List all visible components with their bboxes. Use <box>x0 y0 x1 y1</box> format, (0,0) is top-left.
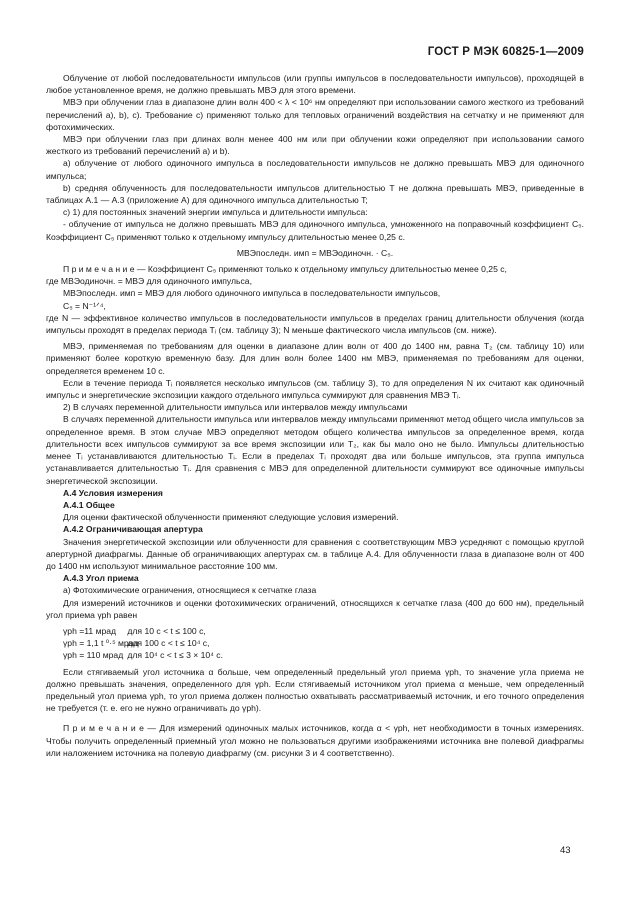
definition: где МВЭодиночн. = МВЭ для одиночного импульса, <box>46 276 252 287</box>
formula-lhs: γph = 110 мрад <box>63 650 124 661</box>
paragraph: - облучение от импульса не должно превышать МВЭ для одиночного импульса, умноженного на поправочный коэффициент C₅. Коэффициент C₅ применяют только к отдельному импульсу длительностью менее 0,25 с. <box>46 219 584 242</box>
formula-line <box>46 625 584 637</box>
formula-rhs: для 100 с < t ≤ 10⁴ с, <box>127 638 210 649</box>
formula-rhs: для 10 с < t ≤ 100 с, <box>127 625 206 636</box>
page-number: 43 <box>560 845 571 856</box>
list-item: b) средняя облученность для последовательности импульсов длительностью T не должна превышать МВЭ, приведенные в таблицах А.1 — А.3 (приложение А) для одиночного импульса длительностью T; <box>46 182 584 206</box>
paragraph: Значения энергетической экспозиции или облученности для сравнения с соответствующим МВЭ усредняют с помощью круглой апертурной диафрагмы. Данные об ограничивающих апертурах см. в таблице А.4. Для облученности глаза в диапазоне волн от 400 до 1400 нм используют минимальное расстояние 100 мм. <box>46 536 584 571</box>
formula-rhs: для 10⁴ с < t ≤ 3 × 10⁴ с. <box>127 650 223 661</box>
paragraph: МВЭ, применяемая по требованиям для оценки в диапазоне длин волн от 400 до 1400 нм, равна T₂ (см. таблицу 10) или применяют более короткую временную базу. Для длин волн более 1400 нм МВЭ, применяемая по требованиям для оценки, определяется временем 10 с. <box>46 341 584 376</box>
paragraph: В случаях переменной длительности импульса или интервалов между импульсами применяют метод общего числа импульсов за определенное время. В этом случае МВЭ определяют методом общего количества импульсов за определенное время, когда длительности всех импульсов суммируют за все время экспозиции или T₂, как бы мало оно не было. Импульсы длительностью менее Tᵢ устанавливаются длительностью Tᵢ. Если в пределах Tᵢ проходят два или больше импульсов, эта группа импульса устанавливается длительностью Tᵢ. Для сравнения с МВЭ для определенной длительности суммируют все одиночные импульсы энергетической экспозиции. <box>46 414 584 486</box>
definition: где N — эффективное количество импульсов в последовательности импульсов в пределах границ длительности облучения (когда импульсы проходят в пределах периода Tᵢ (см. таблицу 3); N меньше фактического числа импульсов (см. ниже). <box>46 312 584 336</box>
list-item: 2) В случаях переменной длительности импульса или интервалов между импульсами <box>63 402 408 413</box>
document-header: ГОСТ Р МЭК 60825-1—2009 <box>427 46 584 58</box>
formula: МВЭпоследн. имп = МВЭодиночн. · C₅. <box>236 247 394 258</box>
formula: C₅ = N⁻¹ᐟ⁴, <box>63 300 106 311</box>
subsection-heading: А.4.2 Ограничивающая апертура <box>63 524 203 535</box>
paragraph: МВЭ при облучении глаз при длинах волн менее 400 нм или при облучении кожи определяют при использовании самого жесткого из требований перечислений а) и b). <box>46 134 584 157</box>
subsection-heading: А.4.3 Угол приема <box>63 573 139 584</box>
paragraph: Для оценки фактической облученности применяют следующие условия измерений. <box>63 512 399 523</box>
formula-lhs: γph =11 мрад <box>63 625 117 636</box>
subsection-heading: А.4.1 Общее <box>63 499 115 510</box>
paragraph: Если в течение периода Tᵢ появляется несколько импульсов (см. таблицу 3), то для определения N их считают как одиночный импульс и энергетические экспозиции каждого отдельного импульса суммируют для сравнения МВЭ Tᵢ. <box>46 377 584 401</box>
formula-line <box>46 649 584 661</box>
definition: МВЭпоследн. имп = МВЭ для любого одиночного импульса в последовательности импульсов, <box>63 288 441 299</box>
formula-lhs: γph = 1,1 t ⁰·⁵ мрад <box>63 638 139 649</box>
paragraph: Если стягиваемый угол источника α больше, чем определенный предельный угол приема γph, то значение угла приема не должно превышать значения, определенного для γph. Если стягиваемый источником угол приема α меньше, чем определенный предельный угол приема γph, то угол приема должен полностью охватывать рассматриваемый источник, и его точного определения не требуется (т. е. его не нужно ограничивать до γph). <box>46 666 584 714</box>
formula-line <box>46 637 584 649</box>
list-item: а) облучение от любого одиночного импульса в последовательности импульсов не должно превышать МВЭ для одиночного импульса; <box>46 158 584 181</box>
document-body <box>46 72 584 759</box>
paragraph: Облучение от любой последовательности импульсов (или группы импульсов в последовательности импульсов), проходящей в любое установленное время, не должно превышать МВЭ для этого времени. <box>46 73 584 96</box>
list-item: а) Фотохимические ограничения, относящиеся к сетчатке глаза <box>63 585 317 596</box>
section-heading: А.4 Условия измерения <box>63 487 163 498</box>
note: П р и м е ч а н и е — Для измерений одиночных малых источников, когда α < γph, нет необходимости в точных измерениях. Чтобы получить определенный приемный угол можно не пользоваться другими изображениями источника вне полевой диафрагмы или наложением источника на полевую диафрагму (см. рисунки 3 и 4 соответственно). <box>46 723 584 758</box>
paragraph: МВЭ при облучении глаз в диапазоне длин волн 400 < λ < 10⁶ нм определяют при использовании самого жесткого из требований перечислений а), b), с). Требование с) применяют только для тепловых ограничений воздействия на сетчатку и не применяют для фотохимических. <box>46 97 584 132</box>
note: П р и м е ч а н и е — Коэффициент C₅ применяют только к отдельному импульсу длительностью менее 0,25 с, <box>63 264 507 275</box>
paragraph: Для измерений источников и оценки фотохимических ограничений, относящихся к сетчатке глаза (400 до 600 нм), предельный угол приема γph равен <box>46 597 584 620</box>
list-item: с) 1) для постоянных значений энергии импульса и длительности импульса: <box>63 207 368 218</box>
